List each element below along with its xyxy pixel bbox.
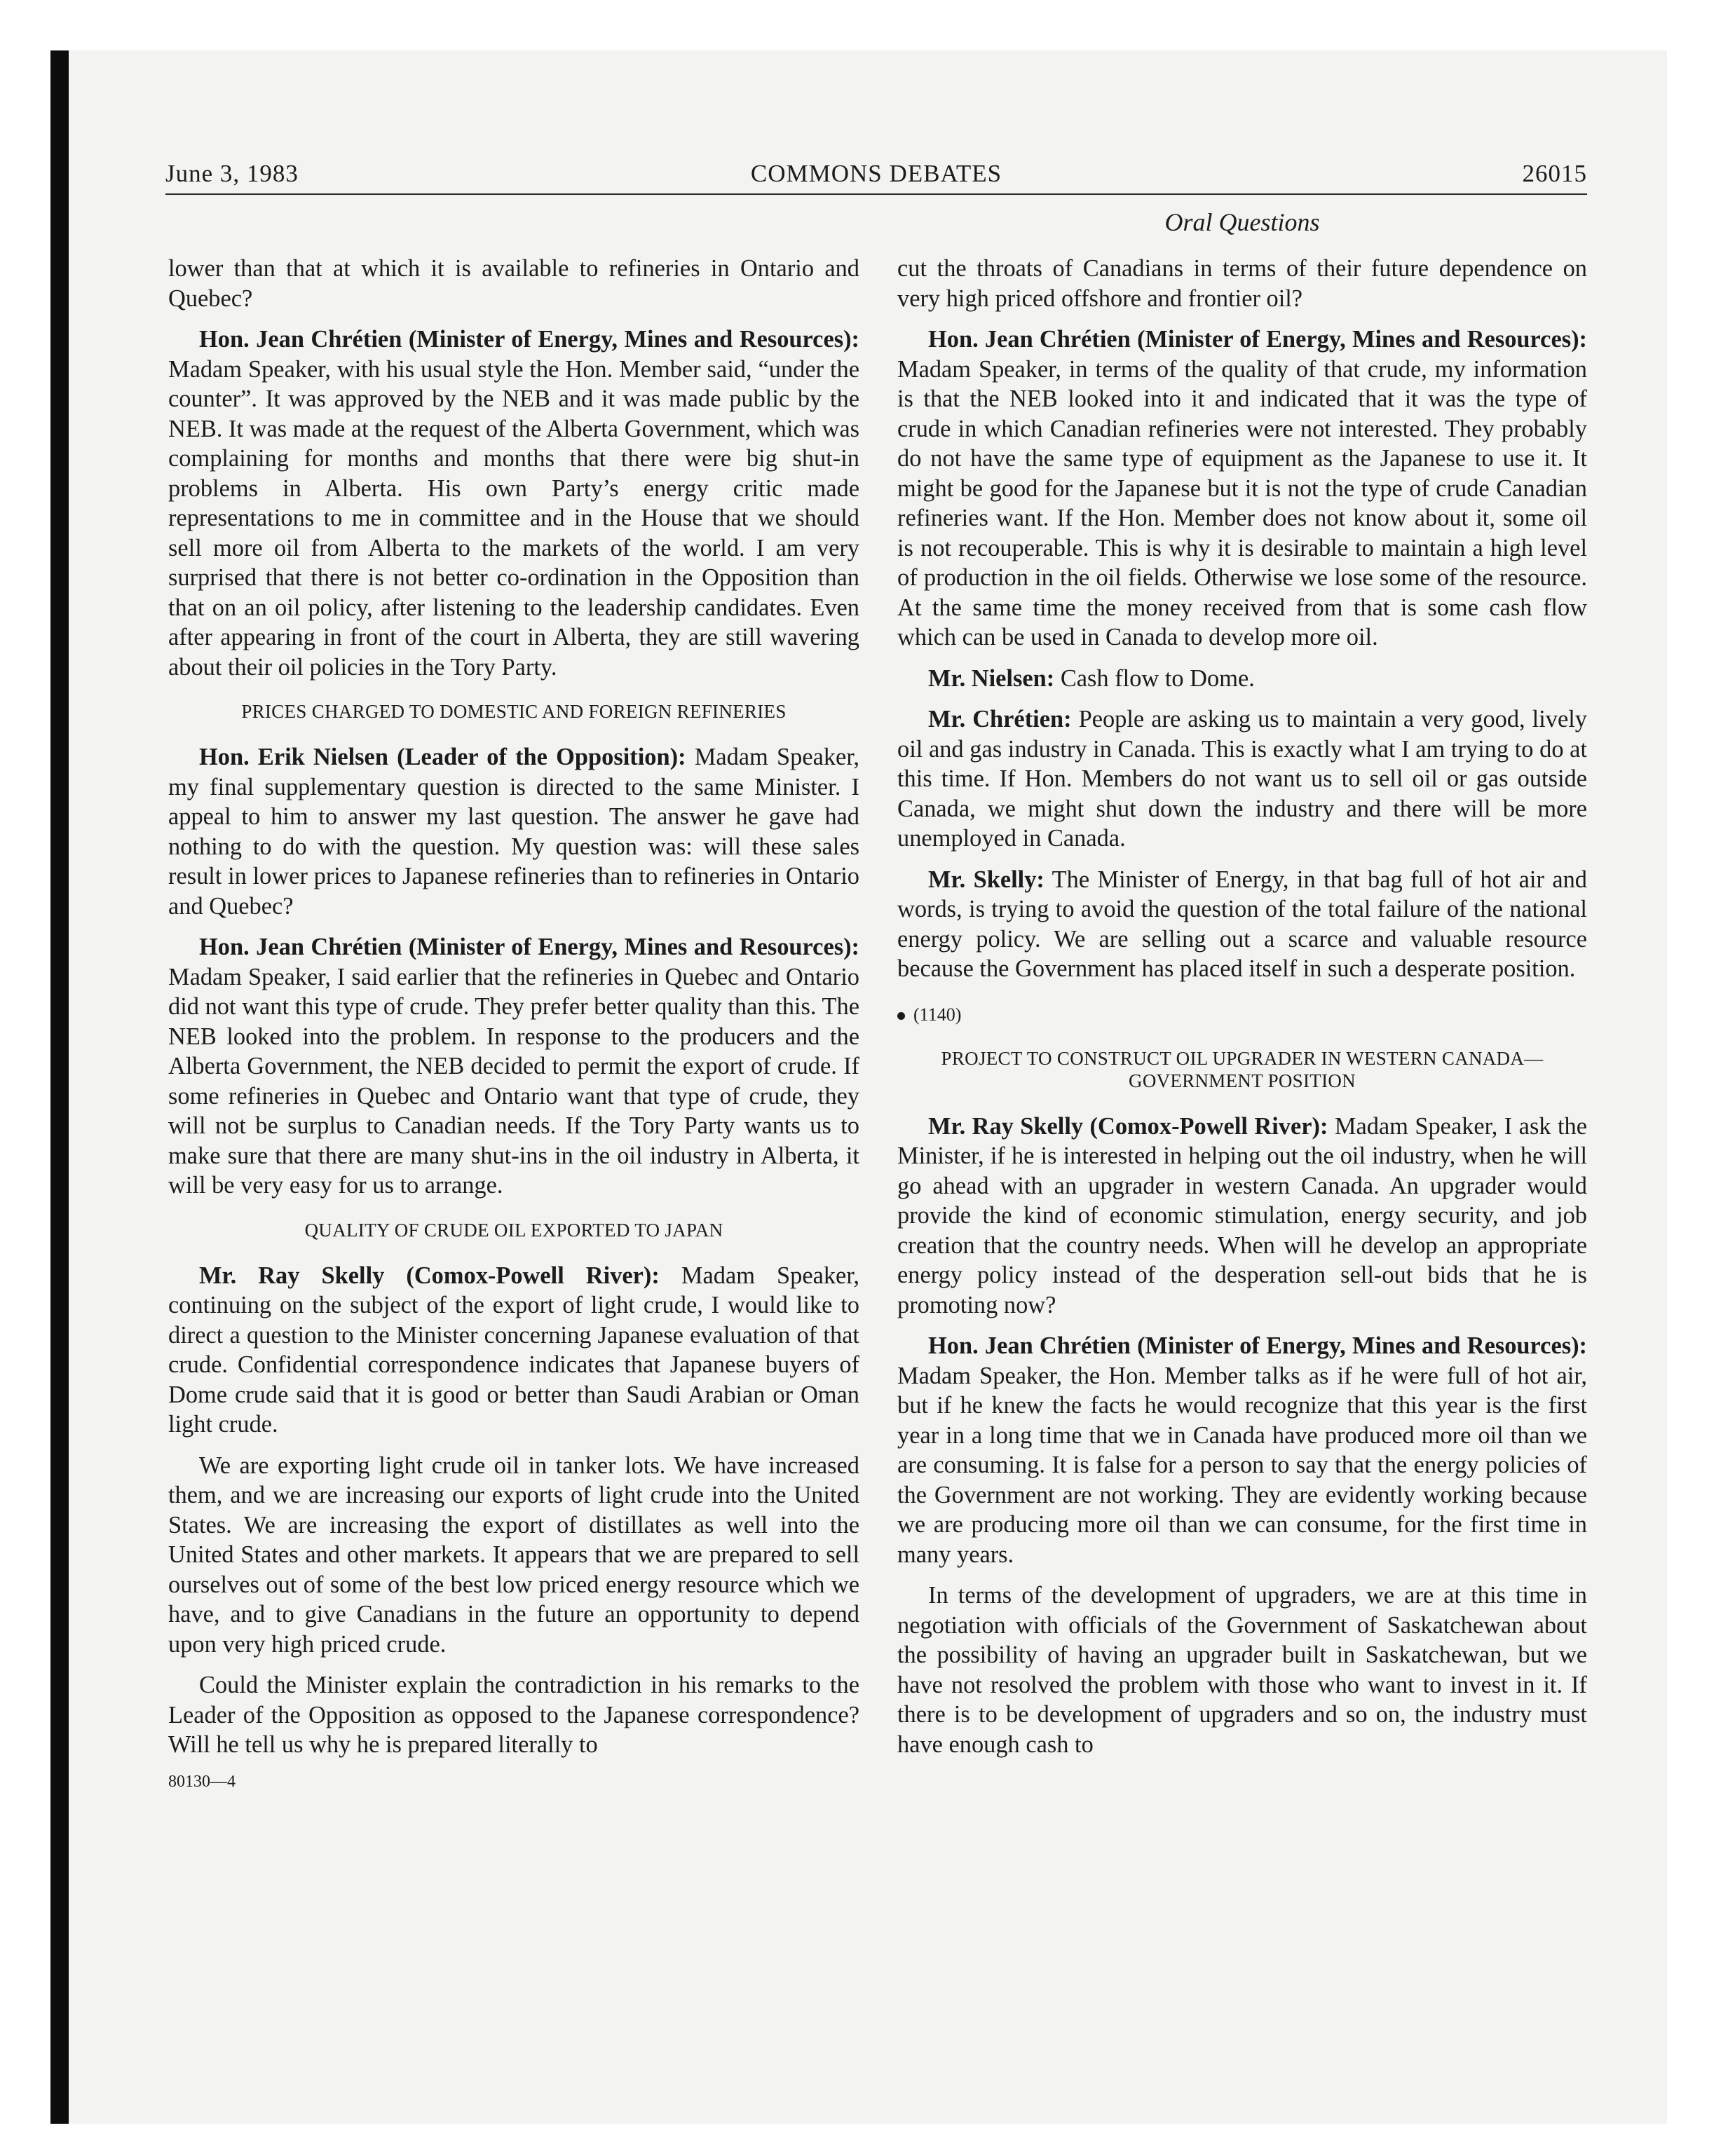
- left-column: [168, 254, 859, 1792]
- speaker-name: Hon. Erik Nielsen (Leader of the Opposition):: [199, 744, 686, 770]
- paragraph: [897, 1331, 1587, 1569]
- speaker-name: Mr. Skelly:: [928, 866, 1045, 893]
- paragraph: In terms of the development of upgraders, we are at this time in negotiation with officials of the Government of Saskatchewan about the possibility of having an upgrader built in Saskatchewan, but we have not resolved the problem with those who want to invest in it. If there is to be development of upgraders and so on, the industry must have enough cash to: [897, 1582, 1587, 1758]
- page-number: 26015: [1522, 160, 1587, 187]
- speaker-name: Hon. Jean Chrétien (Minister of Energy, Mines and Resources):: [199, 326, 859, 353]
- speaker-name: Mr. Ray Skelly (Comox-Powell River):: [199, 1262, 660, 1289]
- speech-text: Madam Speaker, I said earlier that the refineries in Quebec and Ontario did not want this type of crude. They prefer better quality than this. The NEB looked into the problem. In response to the producers and the Alberta Government, the NEB decided to permit the export of crude. If some refineries in Quebec and Ontario want that type of crude, they will not be surplus to Canadian needs. If the Tory Party wants us to make sure that there are many shut-ins in the oil industry in Alberta, it will be very easy for us to arrange.: [168, 963, 859, 1199]
- speech-text: Madam Speaker, with his usual style the Hon. Member said, “under the counter”. It was approved by the NEB and it was made public by the NEB. It was made at the request of the Alberta Government, which was complaining for months and months that there were big shut-in problems in Alberta. His own Party’s energy critic made representations to me in committee and in the House that we should sell more oil from Alberta to the markets of the world. I am very surprised that there is not better co-ordination in the Opposition than that on an oil policy, after listening to the leadership candidates. Even after appearing in front of the court in Alberta, they are still wavering about their oil policies in the Tory Party.: [168, 355, 859, 681]
- paragraph: [897, 704, 1587, 854]
- speech-text: Madam Speaker, I ask the Minister, if he is interested in helping out the oil industry, when he will go ahead with an upgrader in western Canada. An upgrader would provide the kind of economic stimulation, energy security, and job creation that the country needs. When will he develop an appropriate energy policy instead of the desperation sell-out bids that he is promoting now?: [897, 1112, 1587, 1318]
- time-marker-text: (1140): [913, 1004, 962, 1025]
- header-title: COMMONS DEBATES: [750, 160, 1002, 187]
- speaker-name: Mr. Chrétien:: [928, 706, 1072, 732]
- paragraph: [897, 1112, 1587, 1321]
- print-code: 80130—4: [168, 1772, 236, 1791]
- speaker-name: Hon. Jean Chrétien (Minister of Energy, Mines and Resources):: [928, 326, 1587, 353]
- subject-heading: PRICES CHARGED TO DOMESTIC AND FOREIGN REFINERIES: [241, 701, 787, 722]
- speech-text: Madam Speaker, in terms of the quality of that crude, my information is that the NEB looked into it and indicated that it was the type of crude in which Canadian refineries were not interested. They probably do not have the same type of equipment as the Japanese to use it. It might be good for the Japanese but it is not the type of crude Canadian refineries want. If the Hon. Member does not know about it, some oil is not recouperable. This is why it is desirable to maintain a high level of production in the oil fields. Otherwise we lose some of the resource. At the same time the money received from that is some cash flow which can be used in Canada to develop more oil.: [897, 355, 1587, 650]
- speech-text: Cash flow to Dome.: [1060, 664, 1255, 692]
- speaker-name: Mr. Ray Skelly (Comox-Powell River):: [928, 1112, 1328, 1140]
- speaker-name: Mr. Nielsen:: [928, 664, 1055, 692]
- paragraph: [168, 325, 859, 682]
- speech-text: Madam Speaker, continuing on the subject of the export of light crude, I would like to direct a question to the Minister concerning Japanese evaluation of that crude. Confidential correspondence indicates that Japanese buyers of Dome crude said that it is good or better than Saudi Arabian or Oman light crude.: [168, 1262, 859, 1438]
- paragraph: We are exporting light crude oil in tanker lots. We have increased them, and we are increasing our exports of light crude into the United States. We are increasing the export of distillates as well into the United States and other markets. It appears that we are prepared to sell ourselves out of some of the best low priced energy resource which we have, and to give Canadians in the future an opportunity to depend upon very high priced crude.: [168, 1452, 859, 1658]
- speech-text: Madam Speaker, my final supplementary question is directed to the same Minister. I appeal to him to answer my last question. The answer he gave had nothing to do with the question. My question was: will these sales result in lower prices to Japanese refineries than to refineries in Ontario and Quebec?: [168, 744, 859, 920]
- section-title: Oral Questions: [1164, 208, 1320, 236]
- right-column: [897, 254, 1587, 1770]
- paragraph: [897, 865, 1587, 984]
- paragraph: [897, 664, 1587, 694]
- speech-text: Madam Speaker, the Hon. Member talks as if he were full of hot air, but if he knew the facts he would recognize that this year is the first year in a long time that we in Canada have produced more oil than we are consuming. It is false for a person to say that the energy policies of the Government are not working. They are evidently working because we are producing more oil than we can consume, for the first time in many years.: [897, 1362, 1587, 1568]
- paragraph: [897, 325, 1587, 653]
- paragraph: lower than that at which it is available to refineries in Ontario and Quebec?: [168, 255, 859, 312]
- paragraph: [168, 742, 859, 921]
- subject-heading: PROJECT TO CONSTRUCT OIL UPGRADER IN WESTERN CANADA—GOVERNMENT POSITION: [941, 1047, 1544, 1091]
- scan-edge: [50, 50, 69, 2124]
- subject-heading: QUALITY OF CRUDE OIL EXPORTED TO JAPAN: [304, 1219, 723, 1241]
- paragraph: Could the Minister explain the contradiction in his remarks to the Leader of the Opposition as opposed to the Japanese correspondence? Will he tell us why he is prepared literally to: [168, 1672, 859, 1758]
- header-date: June 3, 1983: [165, 160, 299, 187]
- paragraph: [168, 932, 859, 1201]
- page-header: [165, 160, 1587, 192]
- time-marker: [897, 1004, 1587, 1026]
- speaker-name: Hon. Jean Chrétien (Minister of Energy, Mines and Resources):: [199, 934, 859, 960]
- bullet-icon: [897, 1012, 905, 1020]
- speech-text: The Minister of Energy, in that bag full of hot air and words, is trying to avoid the question of the total failure of the national energy policy. We are selling out a scarce and valuable resource because the Government has placed itself in such a desperate position.: [897, 866, 1587, 982]
- paragraph: cut the throats of Canadians in terms of their future dependence on very high priced offshore and frontier oil?: [897, 255, 1587, 312]
- paragraph: [168, 1261, 859, 1440]
- speaker-name: Hon. Jean Chrétien (Minister of Energy, Mines and Resources):: [928, 1332, 1587, 1359]
- header-rule: [165, 193, 1587, 195]
- speech-text: People are asking us to maintain a very good, lively oil and gas industry in Canada. This is exactly what I am trying to do at this time. If Hon. Members do not want us to sell oil or gas outside Canada, we might shut down the industry and there will be more unemployed in Canada.: [897, 706, 1587, 852]
